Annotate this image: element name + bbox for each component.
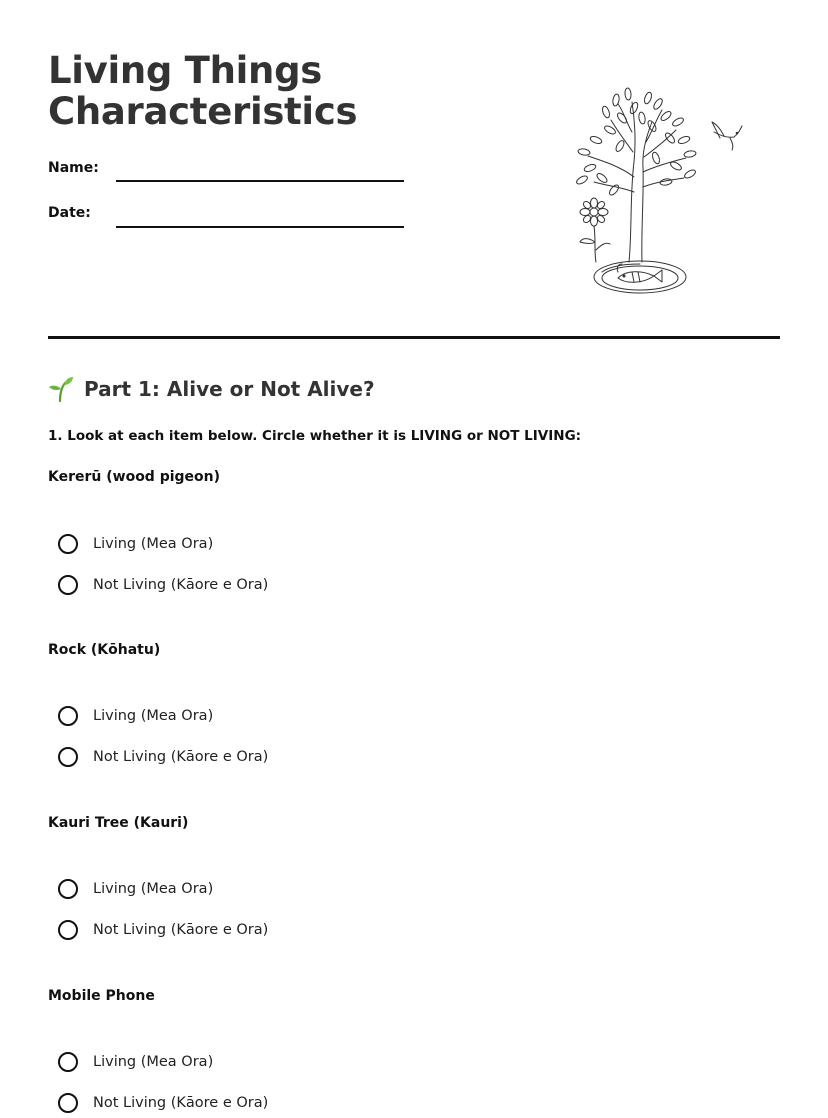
- option-label: Living (Mea Ora): [93, 708, 214, 724]
- date-field[interactable]: [116, 226, 404, 228]
- name-label: Name:: [48, 160, 99, 176]
- pond: [594, 261, 686, 293]
- radio-circle[interactable]: [58, 879, 78, 899]
- option-label: Not Living (Kāore e Ora): [93, 577, 269, 593]
- name-field[interactable]: [116, 180, 404, 182]
- part1-title: Part 1: Alive or Not Alive?: [84, 377, 375, 401]
- radio-circle[interactable]: [58, 534, 78, 554]
- date-label: Date:: [48, 205, 91, 221]
- item-label-mobile-phone: Mobile Phone: [48, 988, 155, 1004]
- radio-circle[interactable]: [58, 706, 78, 726]
- option-label: Living (Mea Ora): [93, 536, 214, 552]
- tree-flower-bird-fish-illustration: [566, 82, 748, 304]
- option-not-living-rock[interactable]: [58, 745, 268, 769]
- option-living-kauri[interactable]: [58, 877, 213, 901]
- part1-heading: [48, 374, 375, 404]
- option-not-living-mobile-phone[interactable]: [58, 1091, 268, 1115]
- leaf-cluster: [575, 88, 696, 197]
- radio-circle[interactable]: [58, 920, 78, 940]
- bird: [712, 122, 742, 150]
- seedling-icon: [48, 376, 74, 402]
- radio-circle[interactable]: [58, 575, 78, 595]
- radio-circle[interactable]: [58, 1093, 78, 1113]
- item-label-kereru: Kererū (wood pigeon): [48, 469, 221, 485]
- flower: [580, 198, 610, 262]
- option-living-rock[interactable]: [58, 704, 213, 728]
- section-divider: [48, 336, 780, 339]
- option-label: Not Living (Kāore e Ora): [93, 749, 269, 765]
- question-1-instruction: 1. Look at each item below. Circle whether it is LIVING or NOT LIVING:: [48, 428, 582, 444]
- option-label: Living (Mea Ora): [93, 881, 214, 897]
- option-label: Not Living (Kāore e Ora): [93, 1095, 269, 1111]
- option-not-living-kauri[interactable]: [58, 918, 268, 942]
- radio-circle[interactable]: [58, 747, 78, 767]
- option-label: Living (Mea Ora): [93, 1054, 214, 1070]
- item-label-rock: Rock (Kōhatu): [48, 642, 161, 658]
- option-living-kereru[interactable]: [58, 532, 213, 556]
- option-label: Not Living (Kāore e Ora): [93, 922, 269, 938]
- option-living-mobile-phone[interactable]: [58, 1050, 213, 1074]
- option-not-living-kereru[interactable]: [58, 573, 268, 597]
- radio-circle[interactable]: [58, 1052, 78, 1072]
- worksheet-title: Living Things Characteristics: [48, 49, 358, 133]
- item-label-kauri: Kauri Tree (Kauri): [48, 815, 189, 831]
